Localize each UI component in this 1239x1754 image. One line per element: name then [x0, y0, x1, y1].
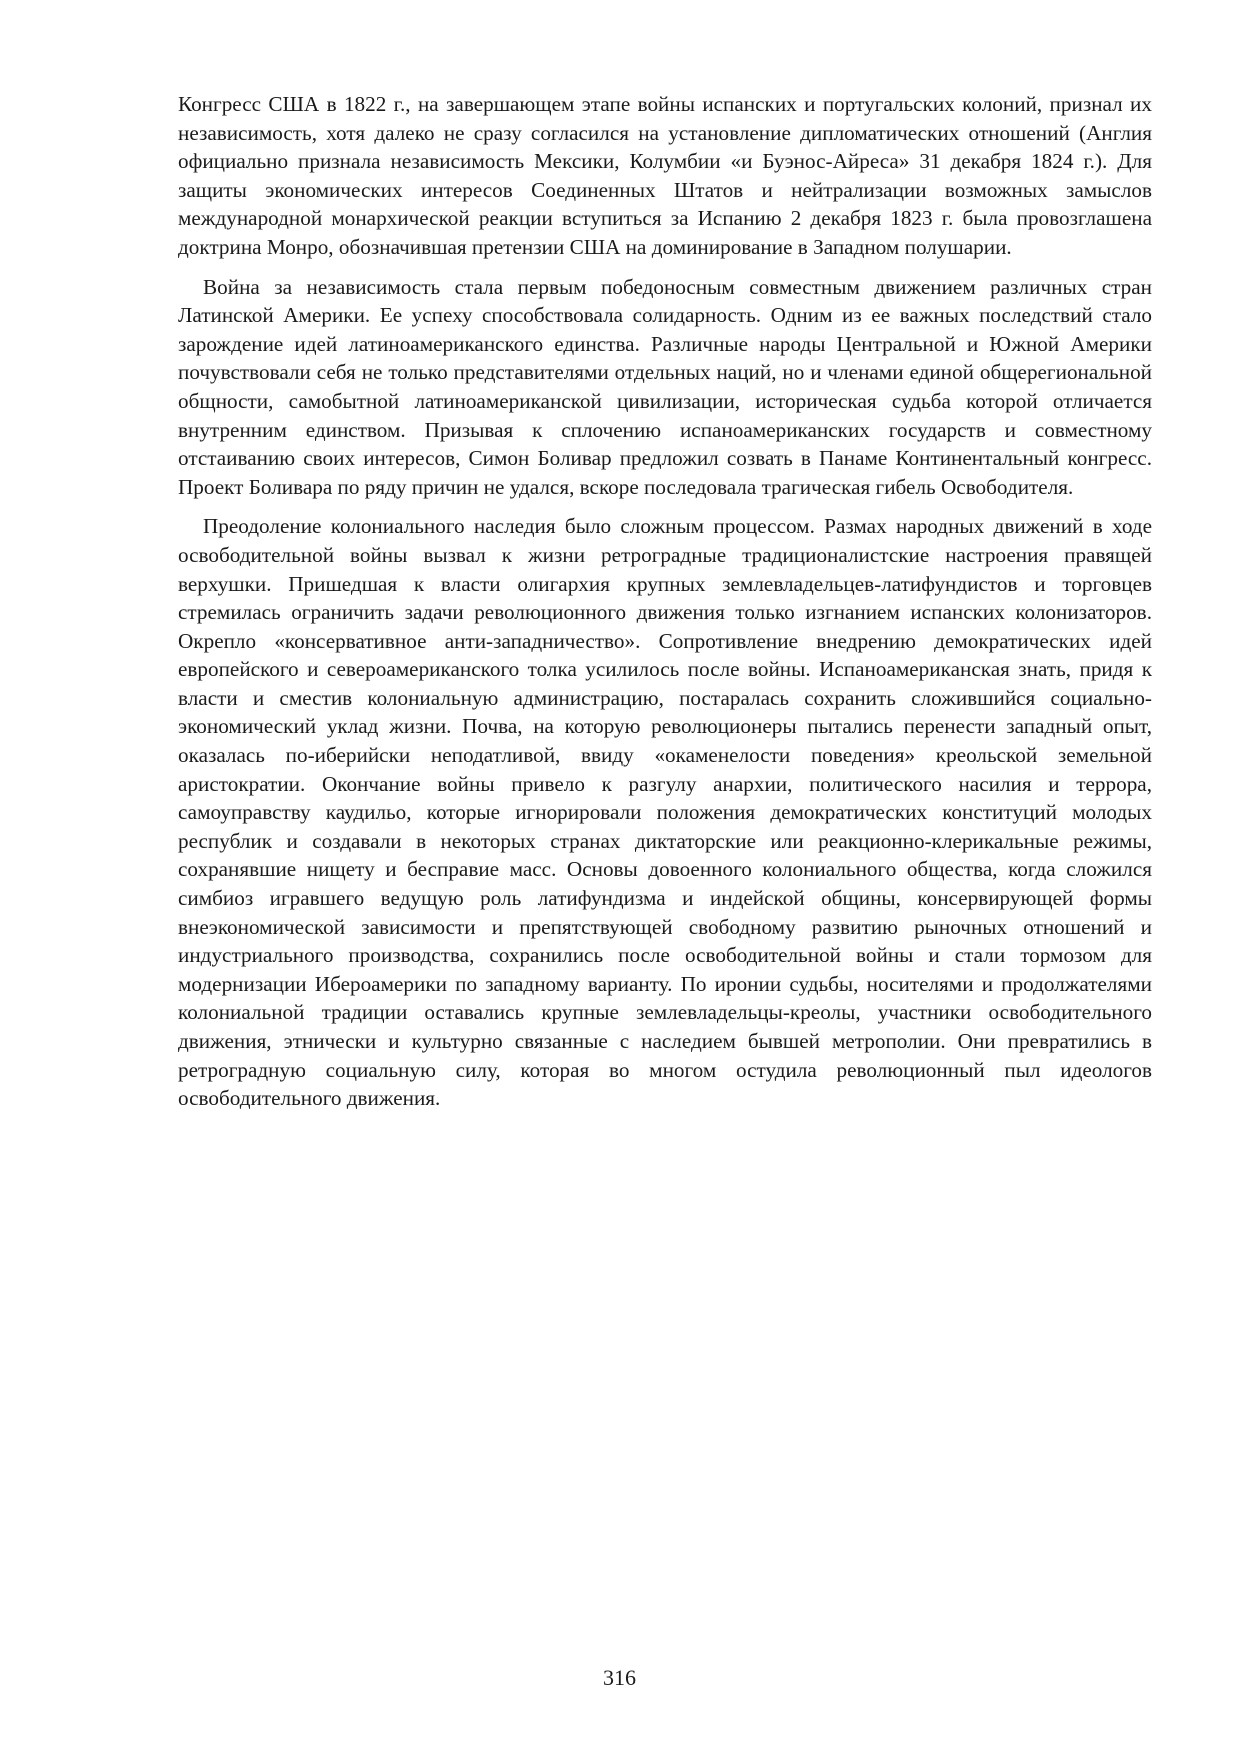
paragraph-1: Конгресс США в 1822 г., на завершающем этапе войны испанских и португальских колоний, признал их независимость, хотя далеко не сразу согласился на установление дипломатических отношений (Англия официально признала независимость Мексики, Колумбии «и Буэнос-Айреса» 31 декабря 1824 г.). Для защиты экономических интересов Соединенных Штатов и нейтрализации возможных замыслов международной монархической реакции вступиться за Испанию 2 декабря 1823 г. была провозглашена доктрина Монро, обозначившая претензии США на доминирование в Западном полушарии.: [178, 92, 1152, 259]
paragraph-3: Преодоление колониального наследия было сложным процессом. Размах народных движений в ходе освободительной войны вызвал к жизни ретроградные традиционалистские настроения правящей верхушки. Пришедшая к власти олигархия крупных землевладельцев-латифундистов и торговцев стремилась ограничить задачи революционного движения только изгнанием испанских колонизаторов. Окрепло «консервативное анти-западничество». Сопротивление внедрению демократических идей европейского и североамериканского толка усилилось после войны. Испаноамериканская знать, придя к власти и сместив колониальную администрацию, постаралась сохранить сложившийся социально-экономический уклад жизни. Почва, на которую революционеры пытались перенести западный опыт, оказалась по-иберийски неподатливой, ввиду «окаменелости поведения» креольской земельной аристократии. Окончание войны привело к разгулу анархии, политического насилия и террора, самоуправству каудильо, которые игнорировали положения демократических конституций молодых республик и создавали в некоторых странах диктаторские или реакционно-клерикальные режимы, сохранявшие нищету и бесправие масс. Основы довоенного колониального общества, когда сложился симбиоз игравшего ведущую роль латифундизма и индейской общины, консервирующей формы внеэкономической зависимости и препятствующей свободному развитию рыночных отношений и индустриального производства, сохранились после освободительной войны и стали тормозом для модернизации Ибероамерики по западному варианту. По иронии судьбы, носителями и продолжателями колониальной традиции оставались крупные землевладельцы-креолы, участники освободительного движения, этнически и культурно связанные с наследием бывшей метрополии. Они превратились в ретроградную социальную силу, которая во многом остудила революционный пыл идеологов освободительного движения.: [178, 514, 1152, 1111]
paragraph-2: Война за независимость стала первым победоносным совместным движением различных стран Латинской Америки. Ее успеху способствовала солидарность. Одним из ее важных последствий стало зарождение идей латиноамериканского единства. Различные народы Центральной и Южной Америки почувствовали себя не только представителями отдельных наций, но и членами единой общерегиональной общности, самобытной латиноамериканской цивилизации, историческая судьба которой отличается внутренним единством. Призывая к сплочению испаноамериканских государств и совместному отстаиванию своих интересов, Симон Боливар предложил созвать в Панаме Континентальный конгресс. Проект Боливара по ряду причин не удался, вскоре последовала трагическая гибель Освободителя.: [178, 274, 1152, 499]
page-number: 316: [603, 1665, 636, 1690]
body-text: [178, 90, 1152, 1124]
